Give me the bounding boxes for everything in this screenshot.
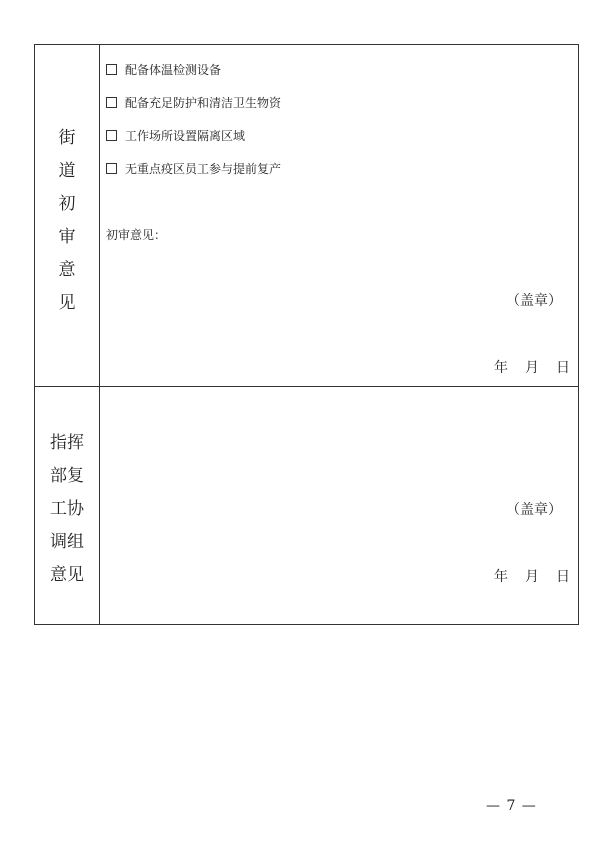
- seal-label: （盖章）: [506, 502, 562, 518]
- label-char: 意: [58, 260, 76, 280]
- checklist-item[interactable]: [106, 127, 245, 144]
- label-char: 道: [58, 161, 76, 181]
- label-line: 部复: [50, 466, 84, 486]
- street-review-label-cell: [35, 45, 100, 386]
- day-label: 日: [556, 360, 570, 376]
- page-number: — 7 —: [486, 798, 537, 814]
- year-label: 年: [494, 569, 508, 585]
- street-review-row: [34, 44, 579, 387]
- command-review-label-cell: [35, 387, 100, 624]
- checklist-label: 配备体温检测设备: [125, 63, 222, 77]
- label-line: 调组: [50, 532, 84, 552]
- label-char: 审: [58, 227, 76, 247]
- checklist-item[interactable]: [106, 160, 281, 177]
- command-review-label: [35, 427, 99, 592]
- checklist-label: 无重点疫区员工参与提前复产: [125, 162, 282, 176]
- checkbox[interactable]: [106, 64, 117, 75]
- month-label: 月: [525, 569, 539, 585]
- checkbox[interactable]: [106, 163, 117, 174]
- checklist-label: 工作场所设置隔离区域: [125, 129, 246, 143]
- seal-label: （盖章）: [506, 293, 562, 309]
- checklist-item[interactable]: [106, 94, 281, 111]
- date-line: [494, 357, 570, 377]
- street-review-label: [35, 122, 99, 320]
- month-label: 月: [525, 360, 539, 376]
- date-line: [494, 566, 570, 586]
- label-char: 见: [58, 293, 76, 313]
- checkbox[interactable]: [106, 130, 117, 141]
- day-label: 日: [556, 569, 570, 585]
- opinion-label: 初审意见：: [106, 228, 167, 242]
- label-line: 工协: [50, 499, 84, 519]
- label-char: 街: [58, 128, 76, 148]
- form-table: [34, 44, 579, 625]
- label-line: 指挥: [50, 433, 84, 453]
- checklist-item[interactable]: [106, 61, 221, 78]
- year-label: 年: [494, 360, 508, 376]
- street-review-content: [99, 45, 578, 386]
- label-char: 初: [58, 194, 76, 214]
- command-review-row: [34, 386, 579, 625]
- command-review-content: [99, 387, 578, 624]
- checklist-label: 配备充足防护和清洁卫生物资: [125, 96, 282, 110]
- label-line: 意见: [50, 565, 84, 585]
- checkbox[interactable]: [106, 97, 117, 108]
